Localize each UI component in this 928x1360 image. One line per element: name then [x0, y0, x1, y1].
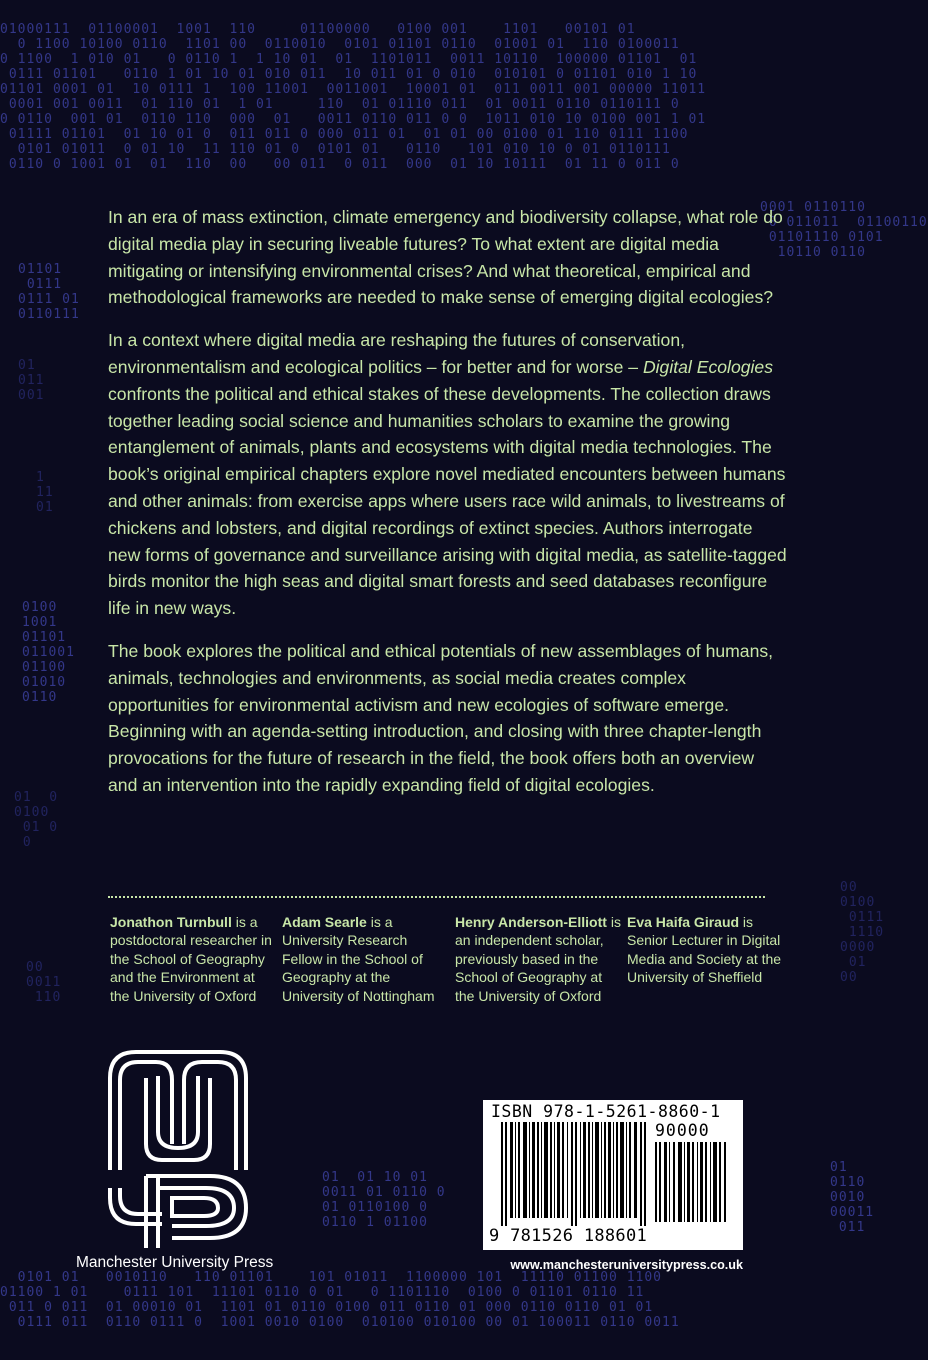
blurb-paragraph-3: The book explores the political and ethical potentials of new assemblages of humans, animals, technologies and environments, as social media creates complex opportunities for environmental activism and new ecologies of software emerge. Beginning with an agenda-setting introduction, and closing with three chapter-length provocations for the future of research in the field, the book offers both an overview and an intervention into the rapidly expanding field of digital ecologies. [108, 640, 774, 795]
isbn-label: ISBN 978-1-5261-8860-1 [491, 1102, 721, 1121]
mup-monogram-logo-icon [106, 1048, 250, 1252]
author-name: Eva Haifa Giraud [627, 914, 740, 930]
author-bio-text: is Senior Lecturer in Digital Media and Society at the University of Sheffield [627, 914, 782, 986]
dotted-divider [108, 896, 765, 898]
blurb-paragraph-2 [108, 327, 788, 622]
author-bios [110, 913, 790, 1028]
price-code: 90000 [655, 1121, 710, 1140]
book-title-italic: Digital Ecologies [642, 356, 774, 377]
author-bio-text: is a postdoctoral researcher in the School of Geography and the Environment at the University of Oxford [110, 914, 272, 1004]
author-bio [455, 913, 623, 1005]
author-name: Jonathon Turnbull [110, 914, 232, 930]
author-name: Adam Searle [282, 914, 367, 930]
author-name: Henry Anderson-Elliott [455, 914, 607, 930]
isbn-barcode [483, 1100, 743, 1250]
ean-barcode-bars [501, 1122, 649, 1226]
binary-code-background: 01000111 01100001 1001 110 01100000 0100 001 1101 00101 01 0 1100 10100 0110 1101 00 0110010 0101 01101 0110 01001 01 110 0100011 0 1100 1 010 01 0 0110 1 1 10 01 01 1101011 0011 10110 100000 01101 01 0111 01101 0110 1 01 10 01 010 011 10 011 01 0 010 010101 0 01101 010 1 10 01101 0001 01 10 0111 1 100 11001 0011001 10001 01 011 0011 001 00000 11011 0001 001 0011 01 110 01 1 01 110 01 01110 011 01 0011 0110 0110111 0 0 0110 001 01 0110 110 000 01 0011 0110 011 0 0 1011 010 10 0100 001 1 01 01111 01101 01 10 01 0 011 011 0 000 011 01 01 01 00 0100 01 110 0111 1100 0101 01011 0 01 10 11 110 01 0 0101 01 0110 101 010 10 0 01 0110111 0110 0 1001 01 01 110 00 00 011 0 011 000 01 10 10111 01 11 0 011 0 0001 0110110 0 011011 01100110 01101110 0101 10110 0110 01101 0111 0111 01 0110111 01 011 001 1 11 01 0100 1001 01101 011001 01100 01010 0110 01 0 0100 01 0 0 00 0011 110 00 0100 0111 1110 0000 01 00 01 01 10 01 0011 01 0110 0 01 0110100 0 0110 1 01100 01 0110 0010 00011 011 0101 01 0010110 110 01101 101 01011 1100000 101 11110 01100 1100 01100 1 01 0111 101 11101 0110 0 01 0 1101110 0100 0 01101 0110 11 011 0 011 01 00010 01 1101 01 0110 0100 011 0110 01 000 0110 0110 01 01 0111 011 0110 0111 0 1001 0010 0100 010100 010100 00 01 100011 0110 0011 [0, 22, 928, 1330]
blurb-paragraph-2-rest: confronts the political and ethical stakes of these developments. The collection draws together leading social science and humanities scholars to examine the growing entanglement of animals, plants and ecosystems with digital media technologies. The book’s original empirical chapters explore novel mediated encounters between humans and other animals: from exercise apps where users race wild animals, to livestreams of chickens and lobsters, and digital recordings of extinct species. Authors interrogate new forms of governance and surveillance arising with digital media, as satellite-tagged birds monitor the high seas and digital smart forests and seed databases reconfigure life in new ways. [108, 383, 787, 619]
publisher-name: Manchester University Press [76, 1254, 274, 1271]
ean-digits: 9 781526 188601 [489, 1226, 648, 1246]
author-bio [627, 913, 795, 987]
author-bio-text: is a University Research Fellow in the School of Geography at the University of Nottingham [282, 914, 435, 1004]
price-addon-bars [655, 1142, 729, 1222]
publisher-website: www.manchesteruniversitypress.co.uk [510, 1258, 743, 1272]
back-cover-blurb [108, 204, 788, 815]
author-bio [282, 913, 450, 1005]
author-bio-text: is an independent scholar, previously based in the School of Geography at the University of Oxford [455, 914, 621, 1004]
blurb-paragraph-1: In an era of mass extinction, climate emergency and biodiversity collapse, what role do digital media play in securing liveable futures? To what extent are digital media mitigating or intensifying environmental crises? And what theoretical, empirical and methodological frameworks are needed to make sense of emerging digital ecologies? [108, 207, 783, 308]
author-bio [110, 913, 278, 1005]
blurb-paragraph-2-lead: In a context where digital media are reshaping the futures of conservation, environmentalism and ecological politics – for better and for worse – [108, 330, 686, 377]
